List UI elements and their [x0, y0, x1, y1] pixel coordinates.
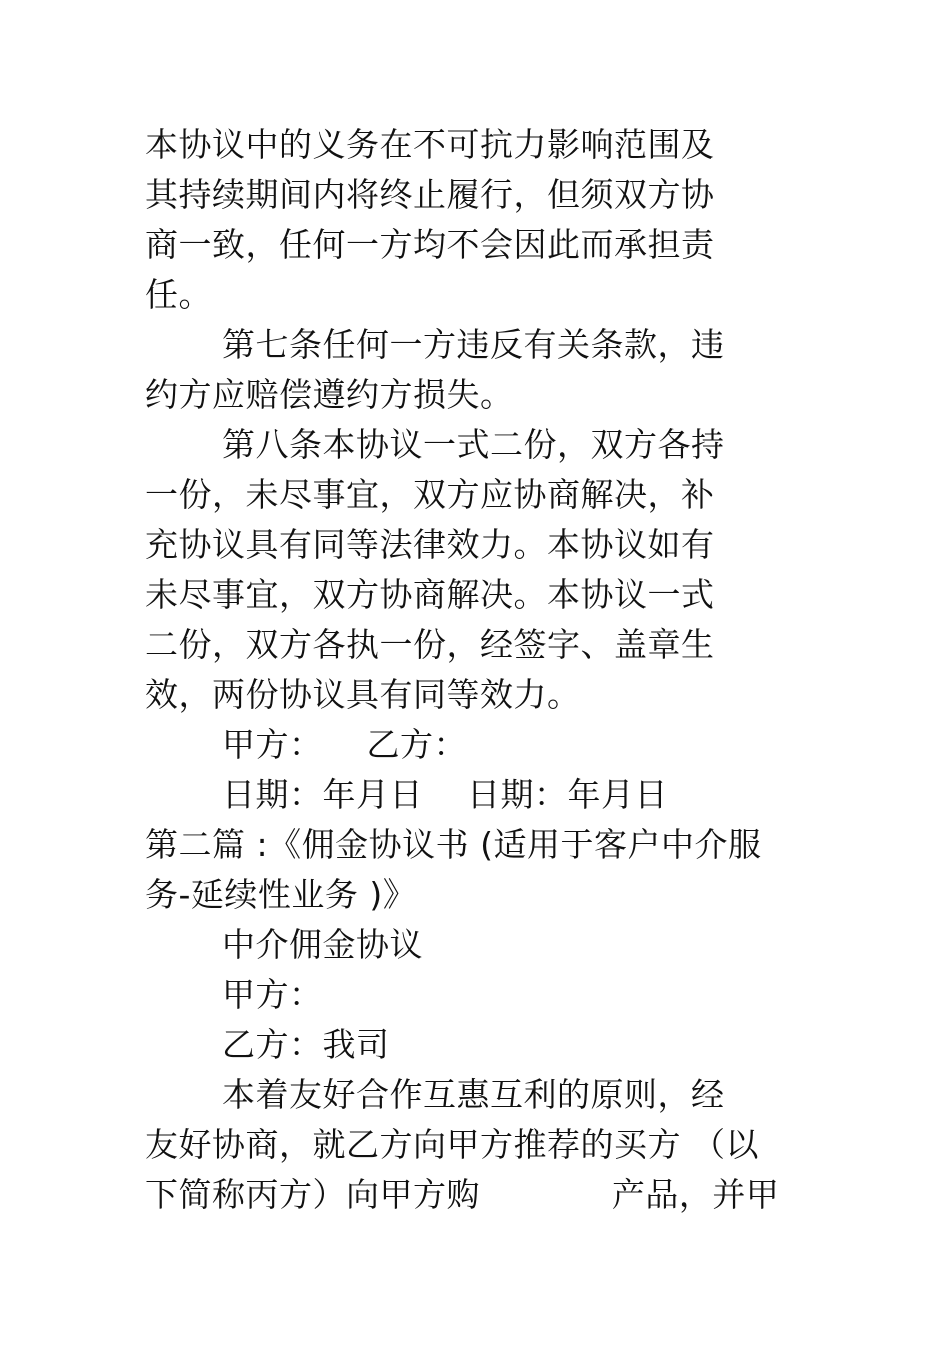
article-8-line: 二份，双方各执一份，经签字、盖章生 — [145, 625, 715, 664]
party-b-line: 乙方：我司 — [222, 1025, 390, 1064]
section-heading: 第二篇 :《佣金协议书 (适用于客户中介服 — [145, 825, 762, 864]
paragraph-line: 其持续期间内将终止履行，但须双方协 — [145, 175, 715, 214]
signature-parties-line: 甲方： 乙方： — [222, 725, 467, 764]
intro-paragraph-line: 友好协商，就乙方向甲方推荐的买方 （以 — [145, 1125, 759, 1164]
article-7-line: 约方应赔偿遵约方损失。 — [145, 375, 514, 414]
paragraph-line: 商一致，任何一方均不会因此而承担责 — [145, 225, 715, 264]
article-8-line: 第八条本协议一式二份，双方各持 — [222, 425, 725, 464]
article-8-line: 充协议具有同等法律效力。本协议如有 — [145, 525, 715, 564]
article-8-line: 一份，未尽事宜，双方应协商解决，补 — [145, 475, 715, 514]
agreement-title: 中介佣金协议 — [222, 925, 423, 964]
paragraph-line: 本协议中的义务在不可抗力影响范围及 — [145, 125, 715, 164]
article-8-line: 未尽事宜，双方协商解决。本协议一式 — [145, 575, 715, 614]
article-7-line: 第七条任何一方违反有关条款，违 — [222, 325, 725, 364]
article-8-line: 效，两份协议具有同等效力。 — [145, 675, 581, 714]
section-heading: 务-延续性业务 )》 — [145, 875, 417, 914]
intro-paragraph-line: 下简称丙方）向甲方购 产品，并甲 — [145, 1175, 780, 1214]
party-a-line: 甲方： — [222, 975, 323, 1014]
intro-paragraph-line: 本着友好合作互惠互利的原则，经 — [222, 1075, 725, 1114]
signature-date-line: 日期：年月日 日期：年月日 — [222, 775, 668, 814]
paragraph-line: 任。 — [145, 275, 212, 314]
